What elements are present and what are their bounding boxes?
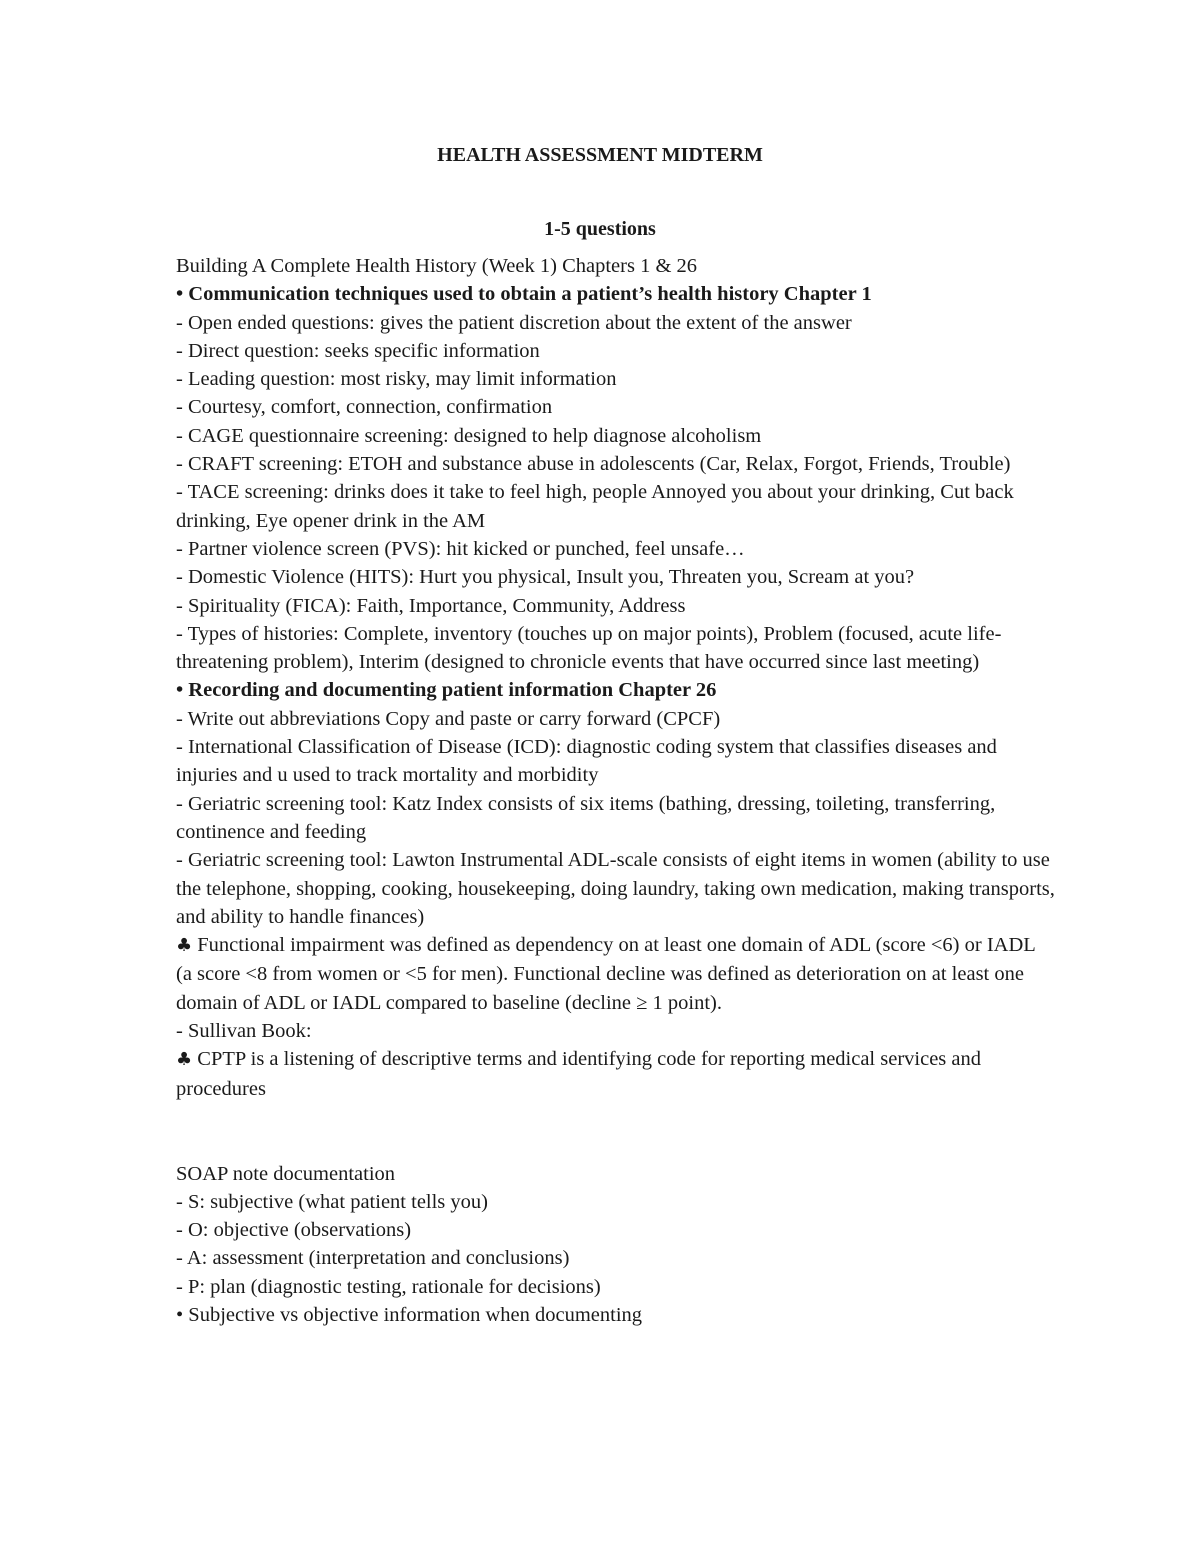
document-title: HEALTH ASSESSMENT MIDTERM: [437, 144, 763, 166]
section1-item: - CAGE questionnaire screening: designed to help diagnose alcoholism: [176, 424, 762, 447]
section1-item: - Open ended questions: gives the patient discretion about the extent of the answer: [176, 311, 852, 334]
section2-item: - International Classification of Disease (ICD): diagnostic coding system that classifies diseases and injuries and u used to track mortality and morbidity: [176, 736, 997, 787]
section2-heading: • Recording and documenting patient information Chapter 26: [176, 679, 717, 702]
section1-item: - Types of histories: Complete, inventory (touches up on major points), Problem (focused, acute life-threatening problem), Interim (designed to chronicle events that have occurred since last meeting): [176, 622, 1002, 674]
cptp-text: CPTP is a listening of descriptive terms and identifying code for reporting medical services and procedures: [176, 1048, 982, 1100]
soap-item: - S: subjective (what patient tells you): [176, 1190, 488, 1213]
club-bullet-icon: ♣: [176, 1049, 193, 1071]
section1-item: - Domestic Violence (HITS): Hurt you physical, Insult you, Threaten you, Scream at you?: [176, 566, 915, 589]
section1-item: - CRAFT screening: ETOH and substance abuse in adolescents (Car, Relax, Forgot, Friends, Trouble): [176, 453, 1011, 476]
functional-impairment-text: Functional impairment was defined as dependency on at least one domain of ADL (score <6) or IADL (a score <8 from women or <5 for men). Functional decline was defined as deterioration on at least one domain of ADL or IADL compared to baseline (decline ≥ 1 point).: [176, 934, 1036, 1014]
section1-item: - TACE screening: drinks does it take to feel high, people Annoyed you about your drinking, Cut back drinking, Eye opener drink in the AM: [176, 481, 1014, 532]
cptp-note: [176, 1045, 1056, 1103]
section1-item: - Partner violence screen (PVS): hit kicked or punched, feel unsafe…: [176, 537, 745, 560]
section1-heading: • Communication techniques used to obtain a patient’s health history Chapter 1: [176, 283, 872, 306]
soap-item: - P: plan (diagnostic testing, rationale for decisions): [176, 1275, 601, 1298]
section2-item: - Geriatric screening tool: Katz Index consists of six items (bathing, dressing, toileting, transferring, continence and feeding: [176, 792, 996, 843]
section2-item: - Write out abbreviations Copy and paste or carry forward (CPCF): [176, 707, 721, 730]
section-spacer: [176, 1103, 1056, 1160]
section1-item: - Direct question: seeks specific information: [176, 339, 540, 362]
section1-item: - Courtesy, comfort, connection, confirmation: [176, 396, 553, 419]
intro-line: Building A Complete Health History (Week 1) Chapters 1 & 26: [176, 255, 698, 277]
sullivan-line: - Sullivan Book:: [176, 1020, 312, 1043]
document-body: [176, 252, 1056, 1329]
document-subtitle: 1-5 questions: [544, 218, 656, 240]
section1-item: - Spirituality (FICA): Faith, Importance, Community, Address: [176, 594, 686, 617]
club-bullet-icon: ♣: [176, 935, 193, 957]
functional-impairment-note: [176, 931, 1056, 1017]
section1-item: - Leading question: most risky, may limit information: [176, 368, 617, 391]
soap-heading: SOAP note documentation: [176, 1162, 396, 1185]
soap-item: - A: assessment (interpretation and conclusions): [176, 1247, 570, 1270]
section2-item: - Geriatric screening tool: Lawton Instrumental ADL-scale consists of eight items in women (ability to use the telephone, shopping, cooking, housekeeping, doing laundry, taking own medication, making transports, and ability to handle finances): [176, 849, 1055, 928]
soap-item: - O: objective (observations): [176, 1219, 412, 1242]
soap-item: • Subjective vs objective information when documenting: [176, 1303, 643, 1326]
